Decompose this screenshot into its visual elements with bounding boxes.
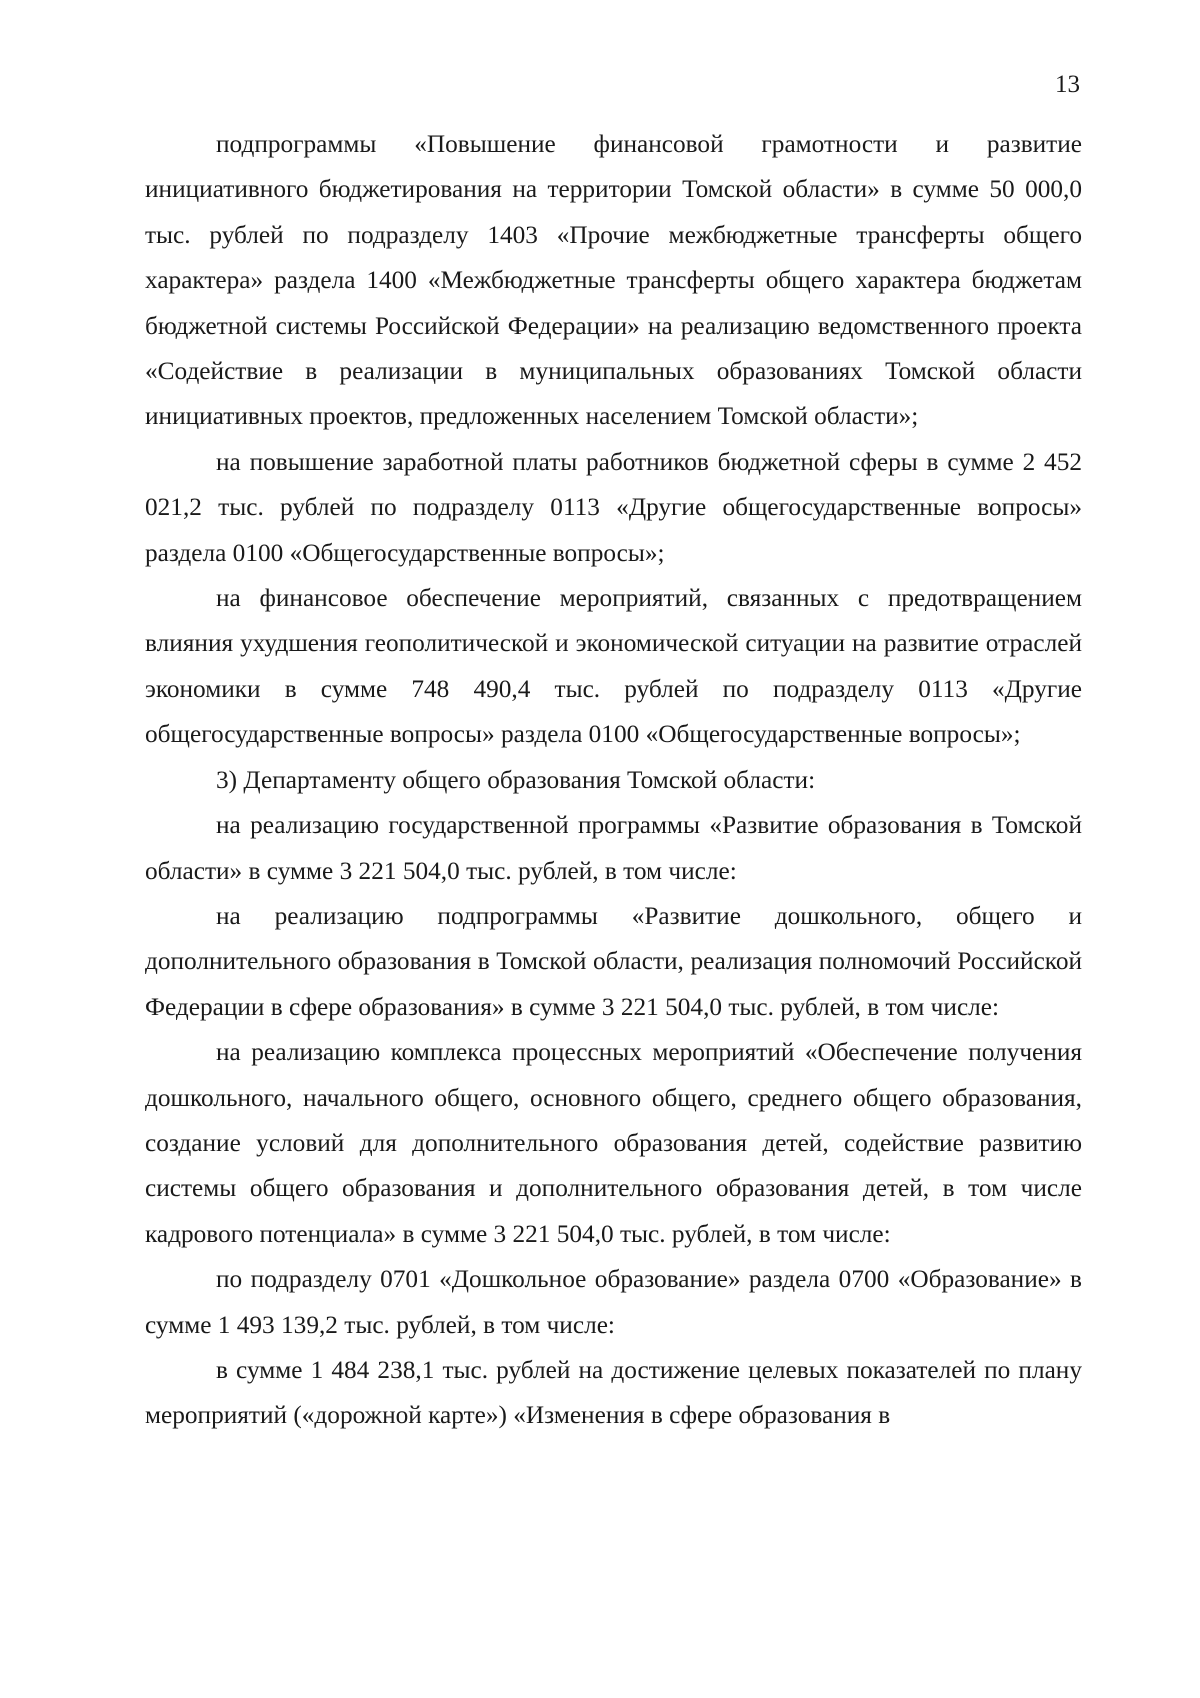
document-body [145,122,1082,1439]
page-number: 13 [1055,71,1080,98]
paragraph-geopolitical-measures: на финансовое обеспечение мероприятий, связанных с предотвращением влияния ухудшения геополитической и экономической ситуации на развитие отраслей экономики в сумме 748 490,4 тыс. рублей по подразделу 0113 «Другие общегосударственные вопросы» раздела 0100 «Общегосударственные вопросы»; [145,584,1082,749]
paragraph-process-measures-complex: на реализацию комплекса процессных мероприятий «Обеспечение получения дошкольного, начального общего, основного общего, среднего общего образования, создание условий для дополнительного образования детей, содействие развитию системы общего образования и дополнительного образования детей, в том числе кадрового потенциала» в сумме 3 221 504,0 тыс. рублей, в том числе: [145,1038,1082,1248]
paragraph-salary-increase: на повышение заработной платы работников бюджетной сферы в сумме 2 452 021,2 тыс. рублей по подразделу 0113 «Другие общегосударственные вопросы» раздела 0100 «Общегосударственные вопросы»; [145,447,1082,567]
paragraph-subprogram-financial-literacy: подпрограммы «Повышение финансовой грамотности и развитие инициативного бюджетирования на территории Томской области» в сумме 50 000,0 тыс. рублей по подразделу 1403 «Прочие межбюджетные трансферты общего характера» раздела 1400 «Межбюджетные трансферты общего характера бюджетам бюджетной системы Российской Федерации» на реализацию ведомственного проекта «Содействие в реализации в муниципальных образованиях Томской области инициативных проектов, предложенных населением Томской области»; [145,130,1082,431]
paragraph-education-department: 3) Департаменту общего образования Томской области: [216,765,816,794]
paragraph-subprogram-preschool: на реализацию подпрограммы «Развитие дошкольного, общего и дополнительного образования в Томской области, реализация полномочий Российской Федерации в сфере образования» в сумме 3 221 504,0 тыс. рублей, в том числе: [145,901,1082,1021]
paragraph-state-program-education: на реализацию государственной программы «Развитие образования в Томской области» в сумме 3 221 504,0 тыс. рублей, в том числе: [145,811,1082,885]
paragraph-subsection-0701: по подразделу 0701 «Дошкольное образование» раздела 0700 «Образование» в сумме 1 493 139,2 тыс. рублей, в том числе: [145,1265,1082,1339]
paragraph-roadmap-targets: в сумме 1 484 238,1 тыс. рублей на достижение целевых показателей по плану мероприятий («дорожной карте») «Изменения в сфере образования в [145,1355,1082,1430]
